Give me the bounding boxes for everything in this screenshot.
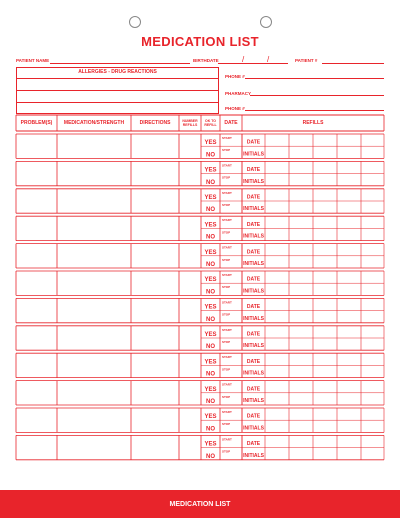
no-label: NO — [206, 152, 215, 159]
yes-label: YES — [204, 277, 217, 284]
refill-initials-label: INITIALS — [243, 206, 264, 213]
header-directions: DIRECTIONS — [139, 119, 171, 126]
yes-label: YES — [204, 304, 217, 311]
yes-label: YES — [204, 414, 217, 421]
refill-initials-label: INITIALS — [243, 178, 264, 185]
header-refills: REFILLS — [302, 119, 324, 126]
stop-label: STOP — [222, 367, 231, 372]
refill-initials-label: INITIALS — [243, 261, 264, 267]
header-medication: MEDICATION/STRENGTH — [63, 119, 125, 126]
refill-initials-label: INITIALS — [243, 288, 264, 295]
stop-label: STOP — [222, 449, 231, 454]
stop-label: STOP — [222, 175, 231, 180]
no-label: NO — [206, 262, 215, 268]
no-label: NO — [206, 289, 215, 296]
birthdate-slash-2: / — [267, 55, 270, 64]
no-label: NO — [206, 207, 215, 214]
no-label: NO — [206, 234, 215, 241]
stop-label: STOP — [222, 285, 231, 290]
allergies-header: ALLERGIES - DRUG REACTIONS — [78, 69, 157, 75]
refill-initials-label: INITIALS — [243, 452, 264, 459]
refill-date-label: DATE — [246, 358, 261, 365]
stop-label: STOP — [222, 257, 231, 262]
footer-title: MEDICATION LIST — [169, 500, 231, 508]
no-label: NO — [206, 453, 215, 460]
refill-initials-label: INITIALS — [243, 315, 264, 322]
start-label: START — [222, 327, 232, 332]
yes-label: YES — [204, 332, 217, 338]
start-label: START — [222, 437, 232, 442]
patient-name-label: PATIENT NAME — [16, 58, 50, 63]
stop-label: STOP — [222, 148, 231, 153]
yes-label: YES — [204, 359, 217, 366]
refill-date-label: DATE — [246, 249, 261, 256]
refill-initials-label: INITIALS — [243, 398, 264, 404]
no-label: NO — [206, 399, 215, 405]
refill-date-label: DATE — [246, 304, 261, 311]
start-label: START — [222, 273, 232, 277]
stop-label: STOP — [222, 422, 231, 427]
refill-date-label: DATE — [246, 139, 261, 146]
refill-date-label: DATE — [246, 413, 261, 420]
refill-date-label: DATE — [246, 276, 261, 283]
stop-label: STOP — [222, 230, 231, 235]
start-label: START — [222, 136, 232, 140]
no-label: NO — [206, 426, 215, 433]
pharmacy-label: PHARMACY — [225, 91, 252, 96]
header-ok-to-refill: OK TO REFILL — [204, 119, 217, 127]
yes-label: YES — [204, 222, 217, 229]
yes-label: YES — [204, 249, 217, 256]
no-label: NO — [206, 371, 215, 378]
start-label: START — [222, 355, 232, 360]
birthdate-slash-1: / — [242, 55, 245, 64]
refill-initials-label: INITIALS — [243, 151, 264, 158]
yes-label: YES — [204, 386, 217, 393]
refill-initials-label: INITIALS — [243, 343, 264, 350]
no-label: NO — [206, 344, 215, 351]
refill-date-label: DATE — [246, 331, 261, 338]
header-number-refills: NUMBER REFILLS — [182, 119, 198, 127]
pharmacy-phone-label: PHONE # — [225, 106, 245, 111]
patient-number-label: PATIENT # — [295, 58, 318, 63]
stop-label: STOP — [222, 312, 231, 317]
header-problems: PROBLEM(S) — [20, 119, 53, 126]
refill-date-label: DATE — [246, 386, 261, 393]
start-label: START — [222, 245, 232, 250]
refill-date-label: DATE — [246, 167, 261, 174]
yes-label: YES — [204, 195, 217, 201]
yes-label: YES — [204, 441, 217, 448]
start-label: START — [222, 382, 232, 387]
refill-date-label: DATE — [246, 221, 261, 228]
stop-label: STOP — [222, 203, 231, 207]
start-label: START — [222, 218, 232, 223]
refill-initials-label: INITIALS — [243, 233, 264, 240]
header-date: DATE — [224, 119, 238, 126]
refill-date-label: DATE — [246, 194, 261, 201]
refill-initials-label: INITIALS — [243, 425, 264, 432]
stop-label: STOP — [222, 394, 231, 399]
footer-bar — [0, 490, 400, 518]
yes-label: YES — [204, 140, 217, 147]
phone-label: PHONE # — [225, 74, 245, 79]
start-label: START — [222, 163, 232, 168]
no-label: NO — [206, 179, 215, 186]
yes-label: YES — [204, 167, 217, 174]
birthdate-label: BIRTHDATE — [193, 58, 219, 63]
start-label: START — [222, 300, 232, 305]
refill-initials-label: INITIALS — [243, 370, 264, 377]
stop-label: STOP — [222, 340, 231, 344]
no-label: NO — [206, 316, 215, 323]
page-title: MEDICATION LIST — [141, 34, 259, 49]
start-label: START — [222, 410, 232, 414]
refill-date-label: DATE — [246, 441, 261, 448]
start-label: START — [222, 190, 232, 195]
